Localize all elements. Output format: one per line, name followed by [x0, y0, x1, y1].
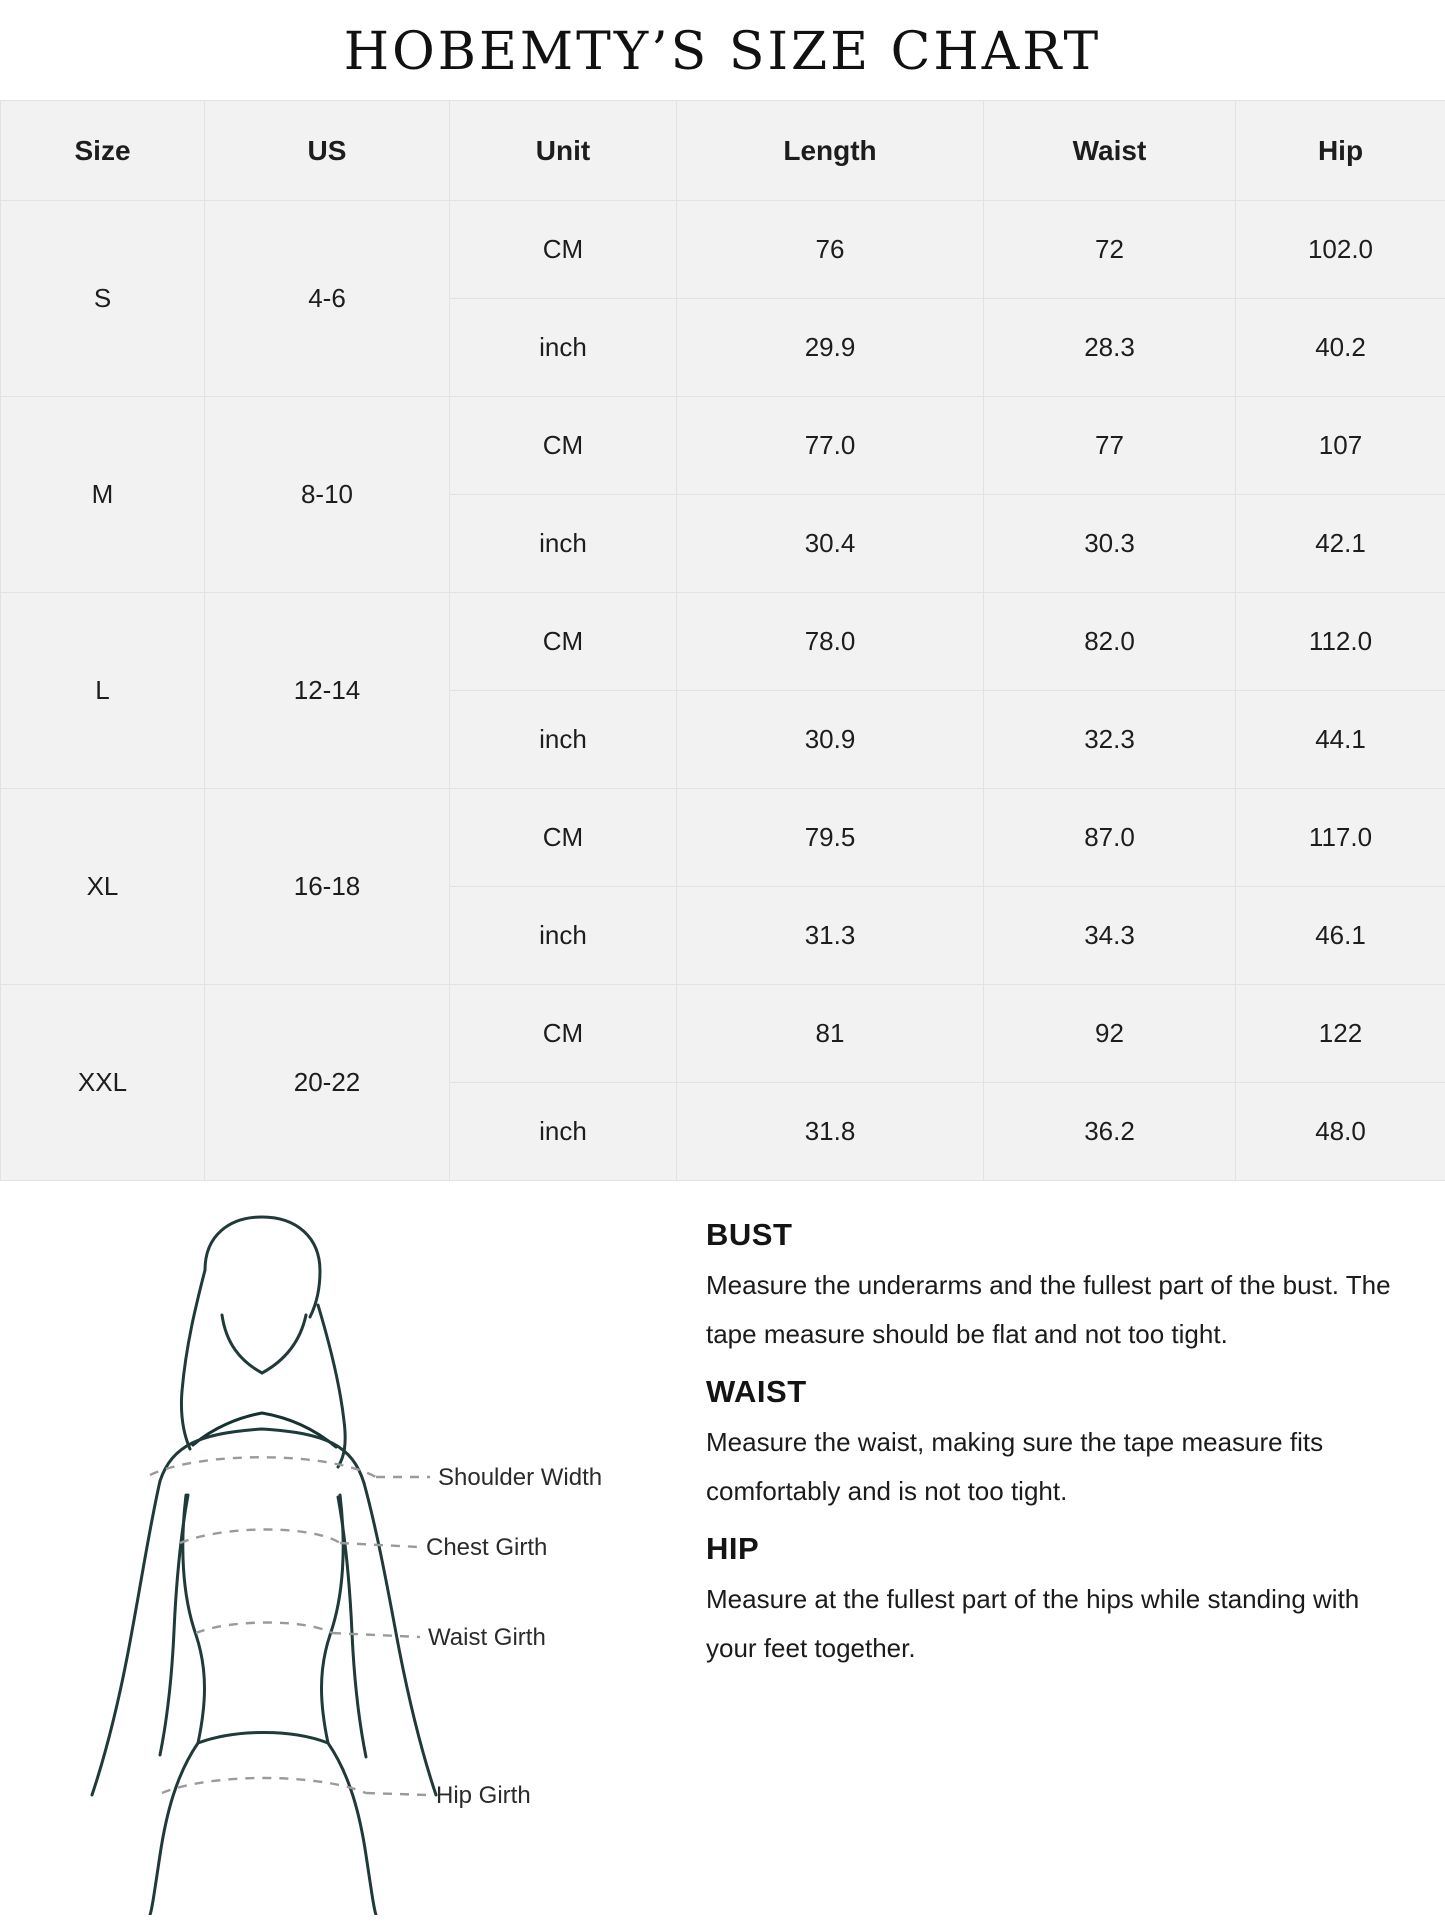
- cell-waist: 32.3: [984, 691, 1236, 789]
- label-shoulder-width: Shoulder Width: [438, 1464, 603, 1491]
- cell-size: L: [1, 593, 205, 789]
- column-header-us: US: [205, 101, 450, 201]
- instruction-heading-hip: HIP: [706, 1530, 760, 1566]
- cell-unit: CM: [450, 201, 677, 299]
- cell-unit: inch: [450, 495, 677, 593]
- hip-line: [198, 1733, 328, 1744]
- table-header-row: [1, 101, 1445, 201]
- cell-length: 31.8: [677, 1083, 984, 1181]
- table-row: [1, 593, 1445, 691]
- torso-left: [183, 1495, 205, 1743]
- cell-waist: 87.0: [984, 789, 1236, 887]
- label-hip-girth: Hip Girth: [436, 1782, 531, 1809]
- cell-length: 76: [677, 201, 984, 299]
- hip-leader: [366, 1793, 428, 1795]
- cell-length: 30.9: [677, 691, 984, 789]
- arm-right-outer: [364, 1483, 436, 1795]
- hip-left: [150, 1743, 198, 1915]
- waist-leader: [332, 1633, 420, 1637]
- cell-us: 12-14: [205, 593, 450, 789]
- column-header-hip: Hip: [1236, 101, 1445, 201]
- instruction-heading-bust: BUST: [706, 1217, 793, 1252]
- column-header-length: Length: [677, 101, 984, 201]
- arm-left-outer: [92, 1481, 160, 1795]
- cell-us: 20-22: [205, 985, 450, 1181]
- table-row: [1, 397, 1445, 495]
- cell-length: 77.0: [677, 397, 984, 495]
- cell-hip: 46.1: [1236, 887, 1445, 985]
- hip-right: [328, 1743, 376, 1915]
- cell-size: XL: [1, 789, 205, 985]
- cell-hip: 117.0: [1236, 789, 1445, 887]
- cell-hip: 44.1: [1236, 691, 1445, 789]
- instruction-heading-waist: WAIST: [706, 1373, 807, 1409]
- cell-waist: 34.3: [984, 887, 1236, 985]
- cell-size: M: [1, 397, 205, 593]
- cell-hip: 102.0: [1236, 201, 1445, 299]
- cell-unit: CM: [450, 397, 677, 495]
- waist-measure-line: [196, 1623, 332, 1634]
- measurement-diagram: [0, 1195, 700, 1895]
- cell-hip: 122: [1236, 985, 1445, 1083]
- cell-size: S: [1, 201, 205, 397]
- cell-hip: 112.0: [1236, 593, 1445, 691]
- cell-waist: 36.2: [984, 1083, 1236, 1181]
- cell-us: 4-6: [205, 201, 450, 397]
- cell-hip: 40.2: [1236, 299, 1445, 397]
- cell-length: 79.5: [677, 789, 984, 887]
- cell-unit: inch: [450, 691, 677, 789]
- instruction-text-bust: Measure the underarms and the fullest part of the bust. The tape measure should be flat and not too tight.: [706, 1270, 1391, 1350]
- table-row: [1, 789, 1445, 887]
- cell-unit: CM: [450, 593, 677, 691]
- page-title: HOBEMTY’S SIZE CHART: [343, 22, 1102, 82]
- cell-size: XXL: [1, 985, 205, 1181]
- table-row: [1, 201, 1445, 299]
- size-chart-table: [0, 100, 1445, 1181]
- column-header-unit: Unit: [450, 101, 677, 201]
- chest-top: [160, 1429, 364, 1483]
- label-chest-girth: Chest Girth: [426, 1534, 548, 1561]
- torso-right: [322, 1495, 344, 1743]
- measurement-instructions: [700, 1195, 1445, 1895]
- cell-unit: CM: [450, 789, 677, 887]
- cell-unit: inch: [450, 887, 677, 985]
- cell-unit: inch: [450, 299, 677, 397]
- neck-outline: [222, 1315, 306, 1373]
- cell-hip: 48.0: [1236, 1083, 1445, 1181]
- cell-waist: 28.3: [984, 299, 1236, 397]
- cell-length: 78.0: [677, 593, 984, 691]
- cell-waist: 30.3: [984, 495, 1236, 593]
- instruction-text-waist: Measure the waist, making sure the tape measure fits comfortably and is not too tight.: [706, 1426, 1324, 1507]
- cell-us: 16-18: [205, 789, 450, 985]
- table-row: [1, 985, 1445, 1083]
- cell-hip: 107: [1236, 397, 1445, 495]
- hair-left: [181, 1270, 205, 1449]
- cell-length: 29.9: [677, 299, 984, 397]
- cell-waist: 92: [984, 985, 1236, 1083]
- column-header-waist: Waist: [984, 101, 1236, 201]
- lower-section: [0, 1181, 1445, 1895]
- cell-waist: 82.0: [984, 593, 1236, 691]
- chest-measure-line: [180, 1530, 340, 1544]
- cell-unit: inch: [450, 1083, 677, 1181]
- cell-hip: 42.1: [1236, 495, 1445, 593]
- cell-length: 31.3: [677, 887, 984, 985]
- cell-unit: CM: [450, 985, 677, 1083]
- label-waist-girth: Waist Girth: [428, 1624, 546, 1651]
- hip-measure-line: [162, 1778, 366, 1793]
- instruction-text-hip: Measure at the fullest part of the hips while standing with your feet together.: [706, 1583, 1360, 1663]
- cell-length: 81: [677, 985, 984, 1083]
- column-header-size: Size: [1, 101, 205, 201]
- head-outline: [205, 1217, 320, 1317]
- cell-waist: 77: [984, 397, 1236, 495]
- cell-us: 8-10: [205, 397, 450, 593]
- cell-waist: 72: [984, 201, 1236, 299]
- cell-length: 30.4: [677, 495, 984, 593]
- body-figure-svg: [0, 1195, 700, 1915]
